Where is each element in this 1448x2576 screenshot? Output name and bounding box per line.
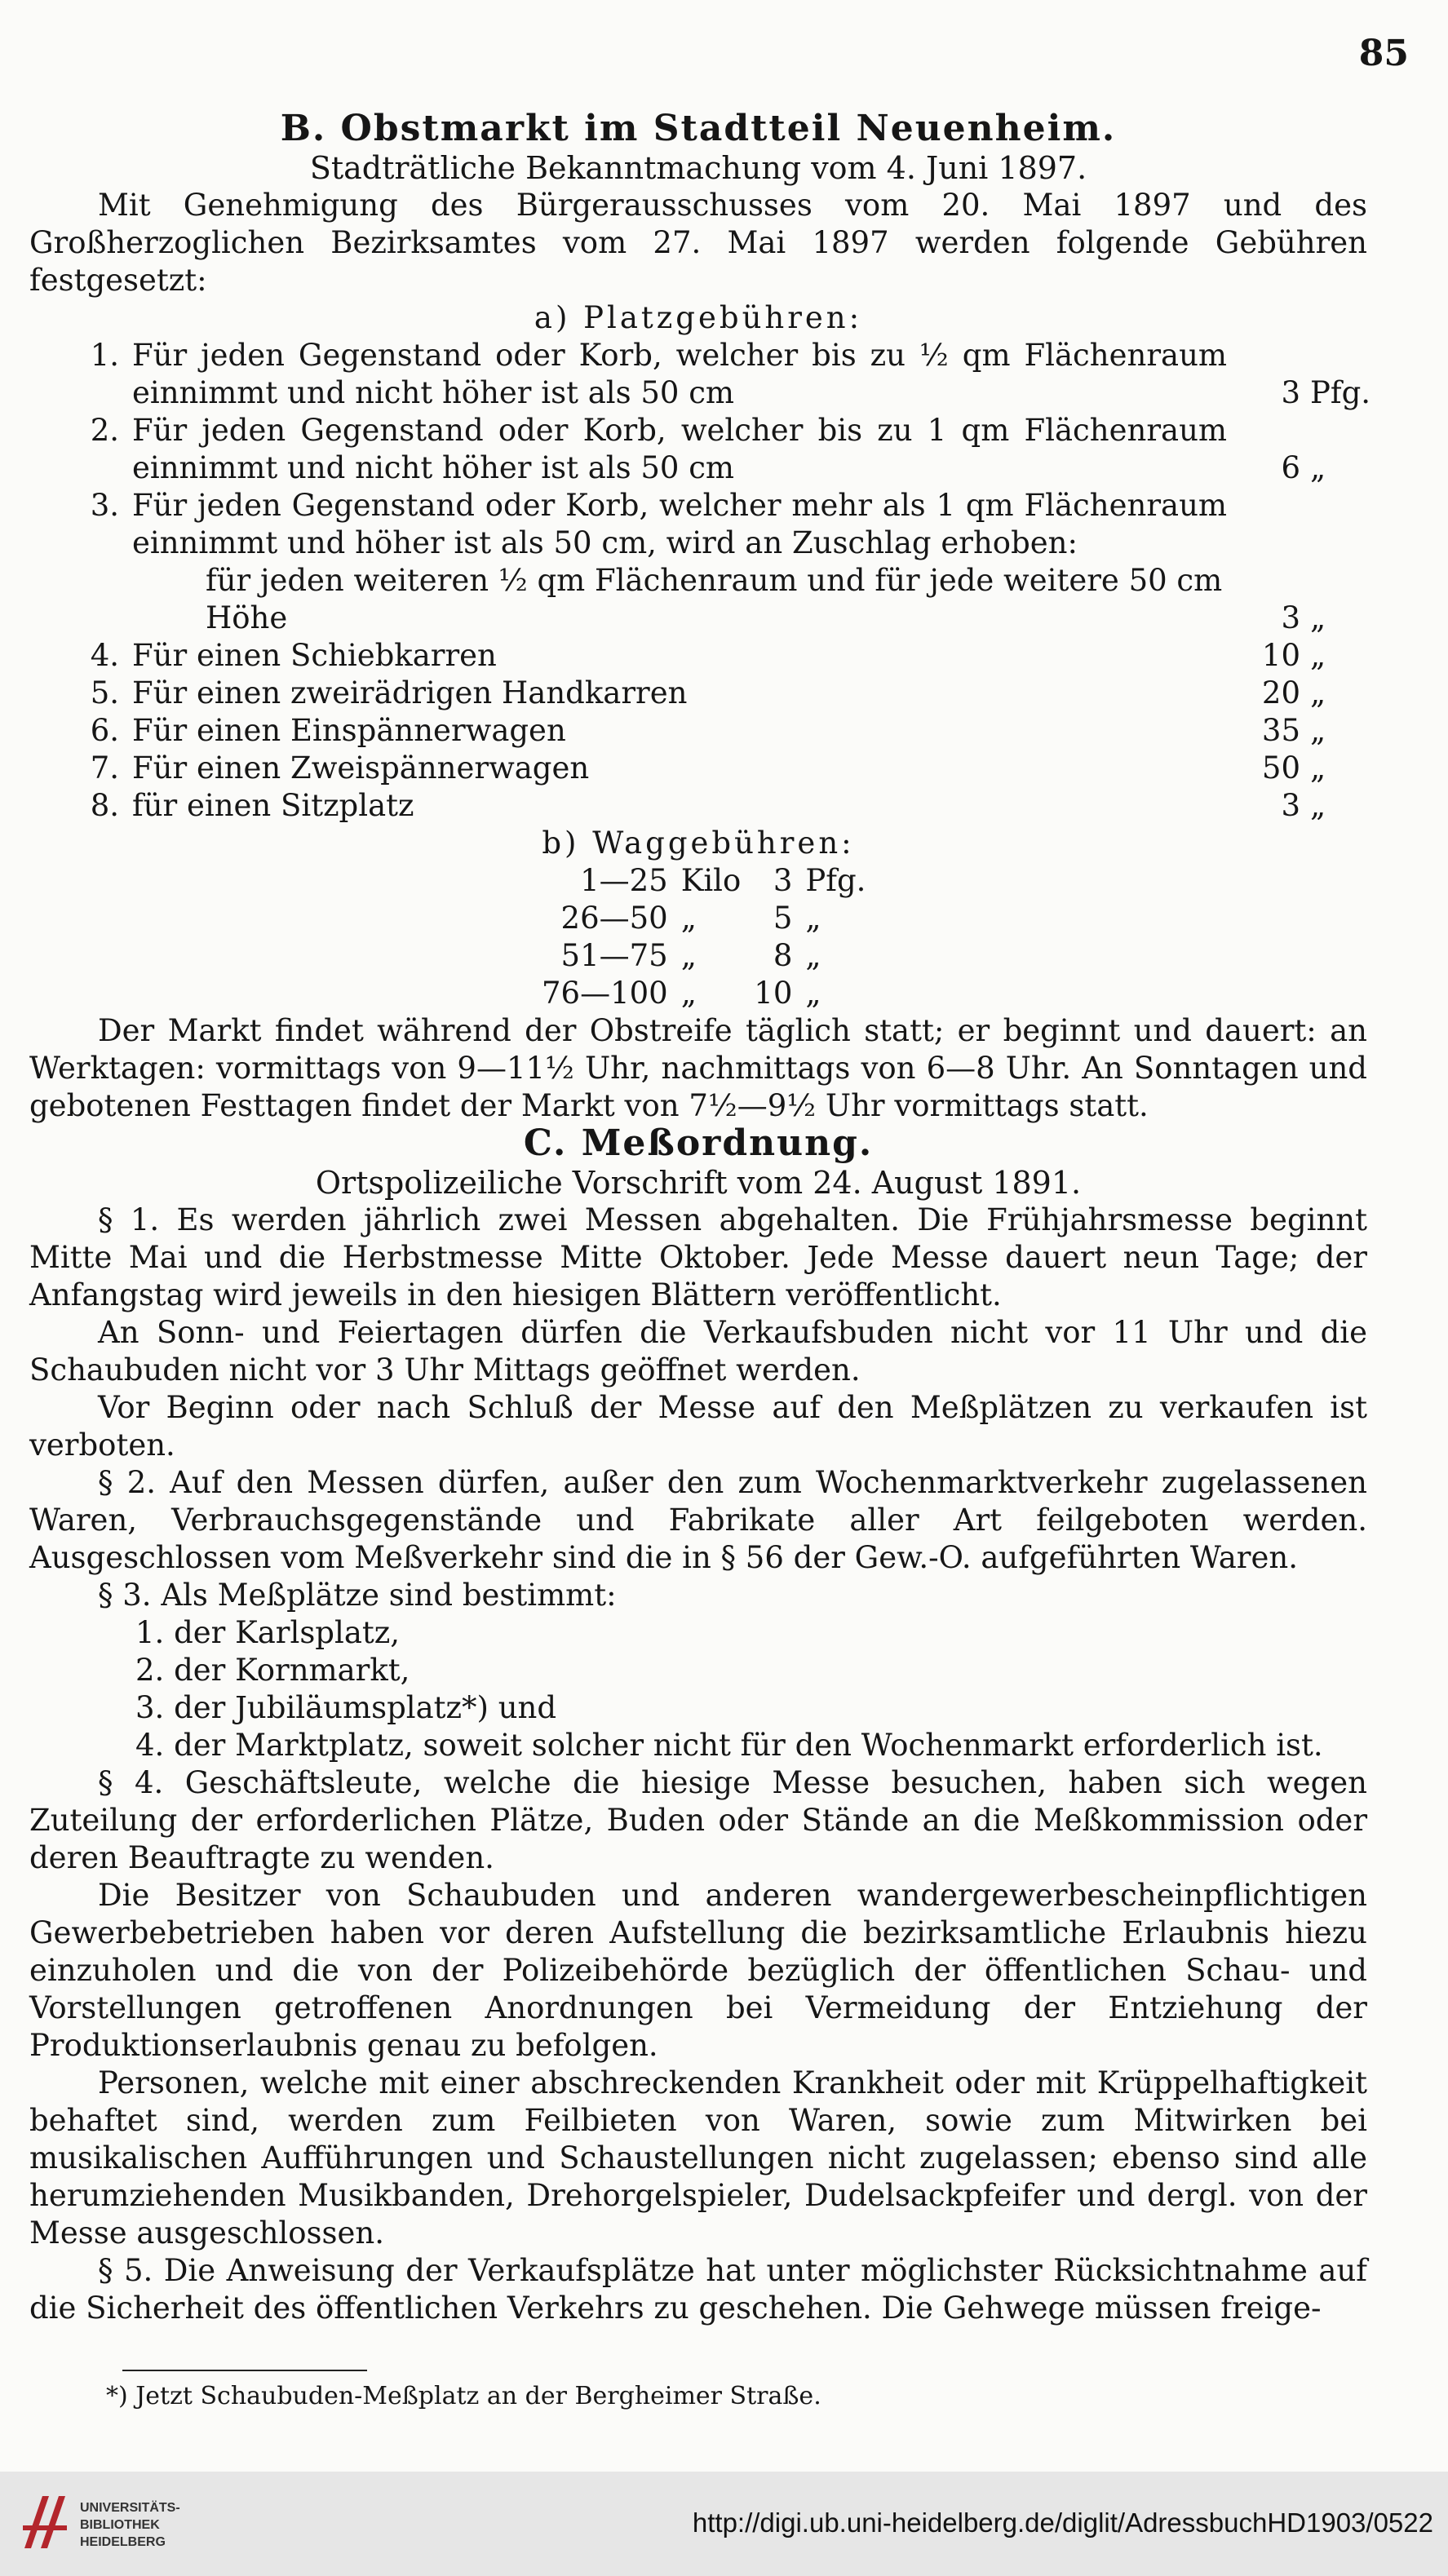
weight-fee-table: [535, 862, 872, 1012]
weight-fee: 3: [773, 863, 793, 898]
list-item: 1. der Karlsplatz,: [135, 1615, 401, 1650]
fee-number: 7.: [90, 750, 119, 786]
fee-unit: „: [1310, 450, 1326, 485]
market-hours-paragraph: Der Markt findet während der Obstreife täglich statt; er beginnt und dauert: an Werktagen: vormittags von 9—11½ Uhr, nachmittags von 6—8 Uhr. An Sonntagen und gebotenen Festtagen findet der Markt von 7½—9½ Uhr vormittags statt.: [29, 1013, 1367, 1123]
weight-fee: 8: [773, 938, 793, 973]
section-c-subtitle: Ortspolizeiliche Vorschrift vom 24. August 1891.: [315, 1165, 1082, 1201]
fee-text: Für jeden Gegenstand oder Korb, welcher bis zu ½ qm Flächenraum einnimmt und nicht höher ist als 50 cm: [132, 338, 1227, 410]
permalink-url[interactable]: http://digi.ub.uni-heidelberg.de/diglit/AdressbuchHD1903/0522: [692, 2507, 1433, 2538]
weight-range: 1—25: [580, 863, 668, 898]
library-name-line: HEIDELBERG: [80, 2535, 166, 2549]
fee-number: 8.: [90, 788, 119, 823]
fee-text: Für einen zweirädrigen Handkarren: [132, 675, 688, 710]
footnote-divider: [122, 2370, 367, 2371]
weight-unit: „: [680, 976, 697, 1011]
weight-fee-unit: Pfg.: [805, 863, 866, 898]
table-row: [535, 937, 872, 975]
fee-item: [29, 750, 1367, 787]
fee-text: Für einen Einspännerwagen: [132, 713, 566, 748]
fee-item: [29, 712, 1367, 750]
fee-text: Für jeden Gegenstand oder Korb, welcher mehr als 1 qm Flächenraum einnimmt und höher ist als 50 cm, wird an Zuschlag erhoben:: [132, 488, 1227, 560]
fee-unit: „: [1310, 750, 1326, 786]
viewer-footer: [0, 2472, 1448, 2576]
fee-amount: 20: [1261, 675, 1300, 710]
fee-text: für einen Sitzplatz: [132, 788, 414, 823]
page-number: 85: [1358, 33, 1409, 74]
weight-fee-unit: „: [805, 901, 821, 936]
fee-item: [29, 675, 1367, 712]
table-row: [535, 900, 872, 937]
weight-unit: Kilo: [680, 863, 742, 898]
section-b-title: B. Obstmarkt im Stadtteil Neuenheim.: [280, 108, 1117, 149]
table-row: [535, 975, 872, 1012]
paragraph-2: An Sonn- und Feiertagen dürfen die Verkaufsbuden nicht vor 11 Uhr und die Schaubuden nicht vor 3 Uhr Mittags geöffnet werden.: [29, 1315, 1367, 1388]
fee-text: Für einen Zweispännerwagen: [132, 750, 590, 786]
waggebuehren-heading: b) Waggebühren:: [542, 825, 855, 861]
paragraph-4: § 2. Auf den Messen dürfen, außer den zum Wochenmarktverkehr zugelassenen Waren, Verbrauchsgegenstände und Fabrikate aller Art feilgeboten werden. Ausgeschlossen vom Meßverkehr sind die in § 56 der Gew.-O. aufgeführten Waren.: [29, 1465, 1367, 1575]
list-item: 2. der Kornmarkt,: [135, 1653, 410, 1688]
fee-amount: 35: [1261, 713, 1300, 748]
weight-fee-unit: „: [805, 938, 821, 973]
fee-list: [29, 337, 1371, 825]
paragraph-3: Vor Beginn oder nach Schluß der Messe auf den Meßplätzen zu verkaufen ist verboten.: [29, 1390, 1367, 1463]
footnote: *) Jetzt Schaubuden-Meßplatz an der Bergheimer Straße.: [106, 2382, 821, 2410]
fee-item: [29, 337, 1371, 412]
fee-item: [29, 412, 1367, 487]
weight-range: 76—100: [542, 976, 668, 1011]
fee-unit: Pfg.: [1310, 375, 1371, 410]
fee-amount: 50: [1261, 750, 1300, 786]
fee-amount: 6: [1281, 450, 1300, 485]
fee-amount: 3: [1281, 788, 1300, 823]
fee-subtext: für jeden weiteren ½ qm Flächenraum und für jede weitere 50 cm Höhe: [206, 563, 1223, 635]
university-library-logo-icon: [18, 2490, 72, 2555]
paragraph-5: § 3. Als Meßplätze sind bestimmt:: [98, 1578, 617, 1613]
fee-number: 3.: [90, 488, 119, 523]
fee-item: [29, 787, 1367, 825]
fee-item: [29, 487, 1367, 637]
weight-unit: „: [680, 901, 697, 936]
library-name-line: BIBLIOTHEK: [80, 2518, 160, 2532]
fee-unit: „: [1310, 600, 1326, 635]
list-item: 3. der Jubiläumsplatz*) und: [135, 1690, 557, 1725]
weight-range: 26—50: [560, 901, 668, 936]
fee-unit: „: [1310, 638, 1326, 673]
fee-number: 6.: [90, 713, 119, 748]
weight-fee: 5: [773, 901, 793, 936]
paragraph-7: Die Besitzer von Schaubuden und anderen wandergewerbescheinpflichtigen Gewerbebetrieben haben vor deren Aufstellung die bezirksamtliche Erlaubnis hiezu einzuholen und die von der Polizeibehörde bezüglich der öffentlichen Schau- und Vorstellungen getroffenen Anordnungen bei Vermeidung der Entziehung der Produktionserlaubnis genau zu befolgen.: [29, 1878, 1367, 2063]
paragraph-1: § 1. Es werden jährlich zwei Messen abgehalten. Die Frühjahrsmesse beginnt Mitte Mai und die Herbstmesse Mitte Oktober. Jede Messe dauert neun Tage; der Anfangstag wird jeweils in den hiesigen Blättern veröffentlicht.: [29, 1202, 1367, 1312]
section-b-intro: Mit Genehmigung des Bürgerausschusses vom 20. Mai 1897 und des Großherzoglichen Bezirksamtes vom 27. Mai 1897 werden folgende Gebühren festgesetzt:: [29, 188, 1367, 298]
fee-item: [29, 637, 1367, 675]
list-item: 4. der Marktplatz, soweit solcher nicht für den Wochenmarkt erforderlich ist.: [135, 1728, 1323, 1763]
fee-unit: „: [1310, 788, 1326, 823]
section-c-title: C. Meßordnung.: [523, 1122, 874, 1164]
paragraph-6: § 4. Geschäftsleute, welche die hiesige Messe besuchen, haben sich wegen Zuteilung der erforderlichen Plätze, Buden oder Stände an die Meßkommission oder deren Beauftragte zu wenden.: [29, 1765, 1367, 1875]
paragraph-8: Personen, welche mit einer abschreckenden Krankheit oder mit Krüppelhaftigkeit behaftet sind, werden zum Feilbieten von Waren, sowie zum Mitwirken bei musikalischen Aufführungen und Schaustellungen nicht zugelassen; ebenso sind alle herumziehenden Musikbanden, Drehorgelspieler, Dudelsackpfeifer und dergl. von der Messe ausgeschlossen.: [29, 2065, 1367, 2251]
fee-text: Für einen Schiebkarren: [132, 638, 497, 673]
fee-number: 2.: [90, 413, 119, 448]
section-b-subtitle: Stadträtliche Bekanntmachung vom 4. Juni 1897.: [309, 150, 1087, 186]
fee-text: Für jeden Gegenstand oder Korb, welcher bis zu 1 qm Flächenraum einnimmt und nicht höher ist als 50 cm: [132, 413, 1227, 485]
weight-unit: „: [680, 938, 697, 973]
fee-number: 4.: [90, 638, 119, 673]
fee-unit: „: [1310, 713, 1326, 748]
platzgebuehren-heading: a) Platzgebühren:: [534, 300, 863, 335]
weight-fee: 10: [754, 976, 793, 1011]
library-name: [80, 2499, 180, 2551]
weight-range: 51—75: [560, 938, 668, 973]
weight-fee-unit: „: [805, 976, 821, 1011]
page-text: [29, 108, 1371, 2327]
table-row: [535, 862, 872, 900]
fee-amount: 10: [1261, 638, 1300, 673]
fee-amount: 3: [1281, 375, 1300, 410]
library-name-line: UNIVERSITÄTS-: [80, 2501, 180, 2515]
fee-amount: 3: [1281, 600, 1300, 635]
paragraph-9: § 5. Die Anweisung der Verkaufsplätze hat unter möglichster Rücksichtnahme auf die Sicherheit des öffentlichen Verkehrs zu geschehen. Die Gehwege müssen freige-: [29, 2253, 1367, 2326]
fee-number: 1.: [90, 338, 119, 373]
fee-unit: „: [1310, 675, 1326, 710]
fee-number: 5.: [90, 675, 119, 710]
